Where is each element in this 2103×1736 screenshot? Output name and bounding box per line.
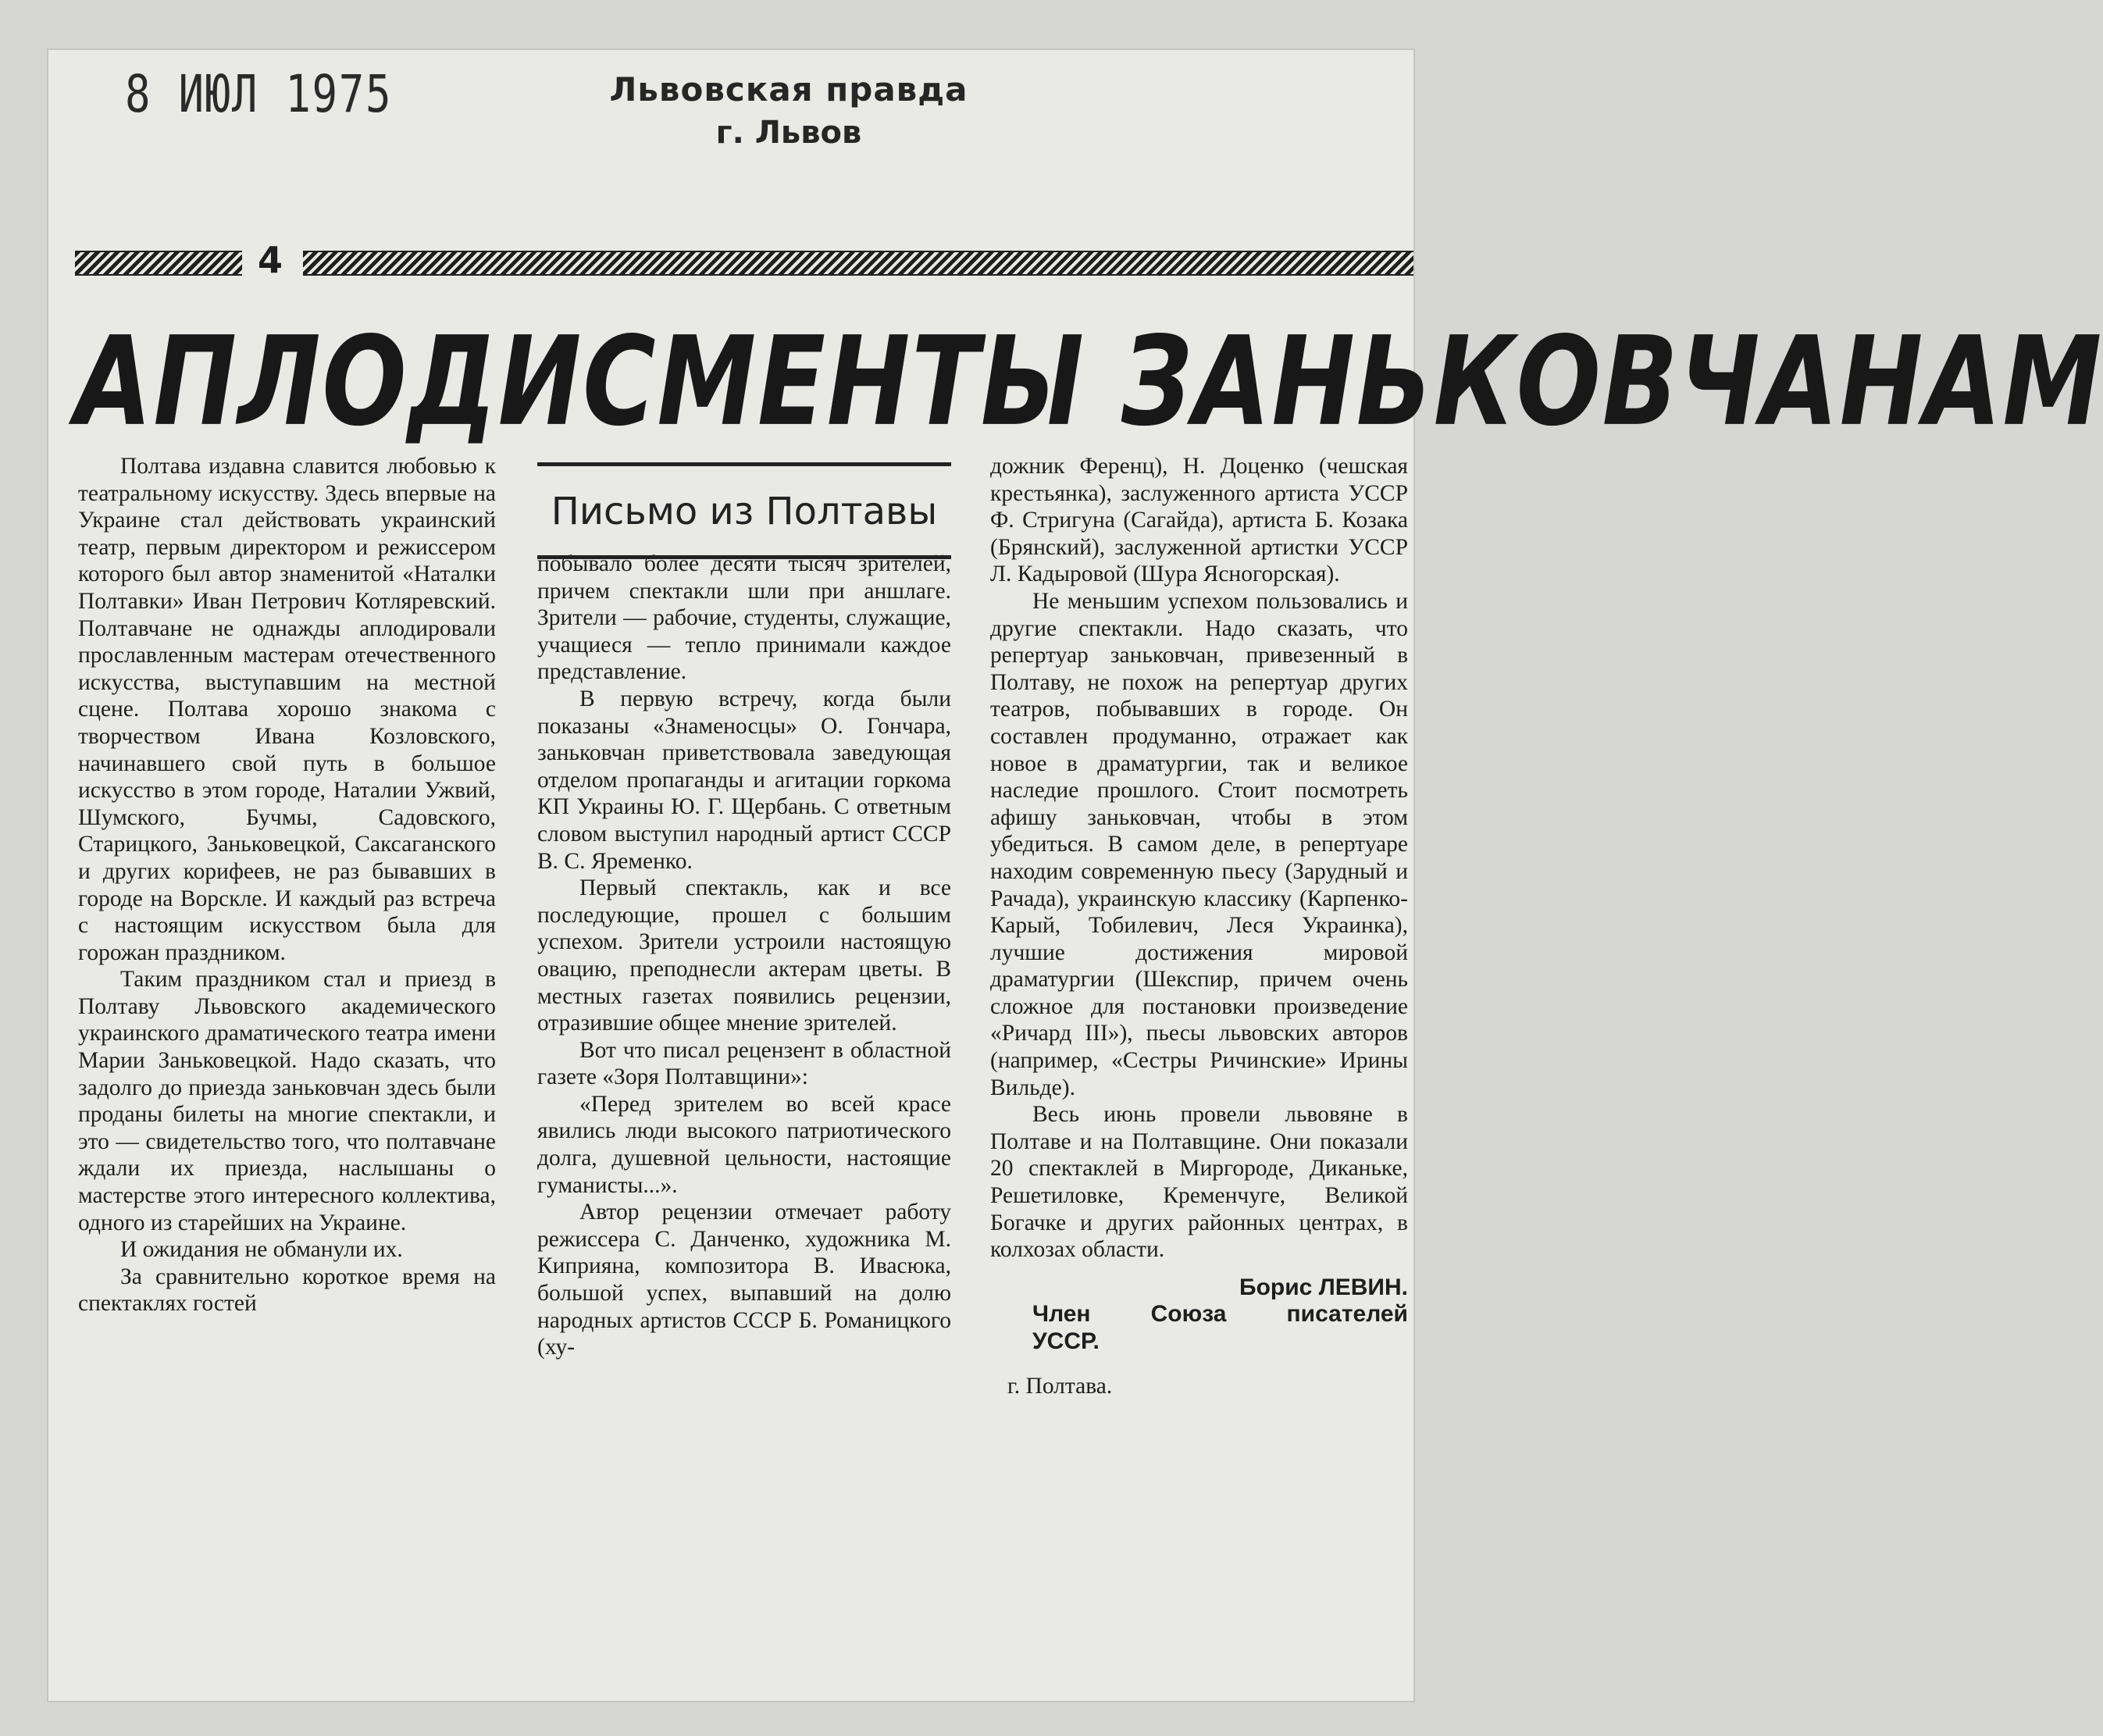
paragraph: дожник Ференц), Н. Доценко (чешская крестьянка), заслуженного артиста УССР Ф. Стригуна (Сагайда), артиста Б. Козака (Брянский), заслуженной артистки УССР Л. Кадыровой (Шура Ясногорская). — [990, 454, 1408, 587]
date-stamp: 8 ИЮЛ 1975 — [125, 64, 393, 124]
article-column-1 — [78, 453, 496, 1317]
newspaper-city: г. Львов — [715, 115, 862, 151]
paragraph: Автор рецензии отмечает работу режиссера С. Данченко, художника М. Киприяна, композитора В. Ивасюка, большой успех, выпавший на долю народных артистов СССР Б. Романицкого (ху- — [537, 1200, 951, 1360]
paragraph: Таким праздником стал и приезд в Полтаву Львовского академического украинского драматического театра имени Марии Заньковецкой. Надо сказать, что задолго до приезда заньковчан здесь были проданы билеты на многие спектакли, и это — свидетельство того, что полтавчане ждали их приезда, наслышаны о мастерстве этого интересного коллектива, одного из старейших на Украине. — [78, 967, 496, 1235]
paragraph: И ожидания не обманули их. — [120, 1237, 403, 1263]
article-column-3 — [990, 453, 1408, 1399]
article-column-2 — [537, 551, 951, 1361]
dateline-city: г. Полтава. — [1007, 1373, 1113, 1399]
paragraph: «Перед зрителем во всей красе явились люди высокого патриотического долга, душевной цельности, настоящие гуманисты...». — [537, 1091, 951, 1198]
decorative-rule-right — [303, 251, 1413, 276]
paragraph: За сравнительно короткое время на спектаклях гостей — [78, 1264, 496, 1317]
paragraph: Не меньшим успехом пользовались и другие спектакли. Надо сказать, что репертуар заньковчан, привезенный в Полтаву, не похож на репертуар других театров, побывавших в городе. Он составлен продуманно, отражает как новое в драматургии, так и великое наследие прошлого. Стоит посмотреть афишу заньковчан, чтобы в этом убедиться. В самом деле, в репертуаре находим современную пьесу (Зарудный и Рачада), украинскую классику (Карпенко-Карый, Тобилевич, Леся Украинка), лучшие достижения мировой драматургии (Шекспир, причем очень сложное для постановки произведение «Ричард III»), пьесы львовских авторов (например, «Сестры Ричинские» Ирины Вильде). — [990, 588, 1408, 1100]
author-role: Член Союза писателей — [1032, 1301, 1408, 1328]
article-subheading: Письмо из Полтавы — [537, 462, 951, 559]
paragraph: В первую встречу, когда были показаны «Знаменосцы» О. Гончара, заньковчан приветствовала заведующая отделом пропаганды и агитации горкома КП Украины Ю. Г. Щербань. С ответным словом выступил народный артист СССР В. С. Яременко. — [537, 686, 951, 874]
article-headline: АПЛОДИСМЕНТЫ ЗАНЬКОВЧАНАМ — [75, 311, 2103, 454]
page-number: 4 — [258, 239, 283, 281]
paragraph: Первый спектакль, как и все последующие, прошел с большим успехом. Зрители устроили настоящую овацию, преподнесли актерам цветы. В местных газетах появились рецензии, отразившие общее мнение зрителей. — [537, 875, 951, 1036]
newspaper-stamp — [547, 70, 1031, 151]
paragraph: Весь июнь провели львовяне в Полтаве и на Полтавщине. Они показали 20 спектаклей в Миргороде, Диканьке, Решетиловке, Кременчуге, Великой Богачке и других районных центрах, в колхозах области. — [990, 1102, 1408, 1263]
author-role-cont: УССР. — [1032, 1328, 1100, 1354]
paragraph: Полтава издавна славится любовью к театральному искусству. Здесь впервые на Украине стал действовать украинский театр, первым директором и режиссером которого был автор знаменитой «Наталки Полтавки» Иван Петрович Котляревский. Полтавчане не однажды аплодировали прославленным мастерам отечественного искусства, выступавшим на местной сцене. Полтава хорошо знакома с творчеством Ивана Козловского, начинавшего свой путь в большое искусство в этом городе, Наталии Ужвий, Шумского, Бучмы, Садовского, Старицкого, Заньковецкой, Саксаганского и других корифеев, не раз бывавших в городе на Ворскле. И каждый раз встреча с настоящим искусством была для горожан праздником. — [78, 454, 496, 965]
newspaper-name: Львовская правда — [609, 70, 968, 109]
author-name: Борис ЛЕВИН. — [1239, 1274, 1408, 1300]
paragraph: побывало более десяти тысяч зрителей, причем спектакли шли при аншлаге. Зрители — рабочие, студенты, служащие, учащиеся — тепло принимали каждое представление. — [537, 551, 951, 685]
paragraph: Вот что писал рецензент в областной газете «Зоря Полтавщини»: — [537, 1037, 951, 1090]
decorative-rule-left — [75, 251, 242, 276]
